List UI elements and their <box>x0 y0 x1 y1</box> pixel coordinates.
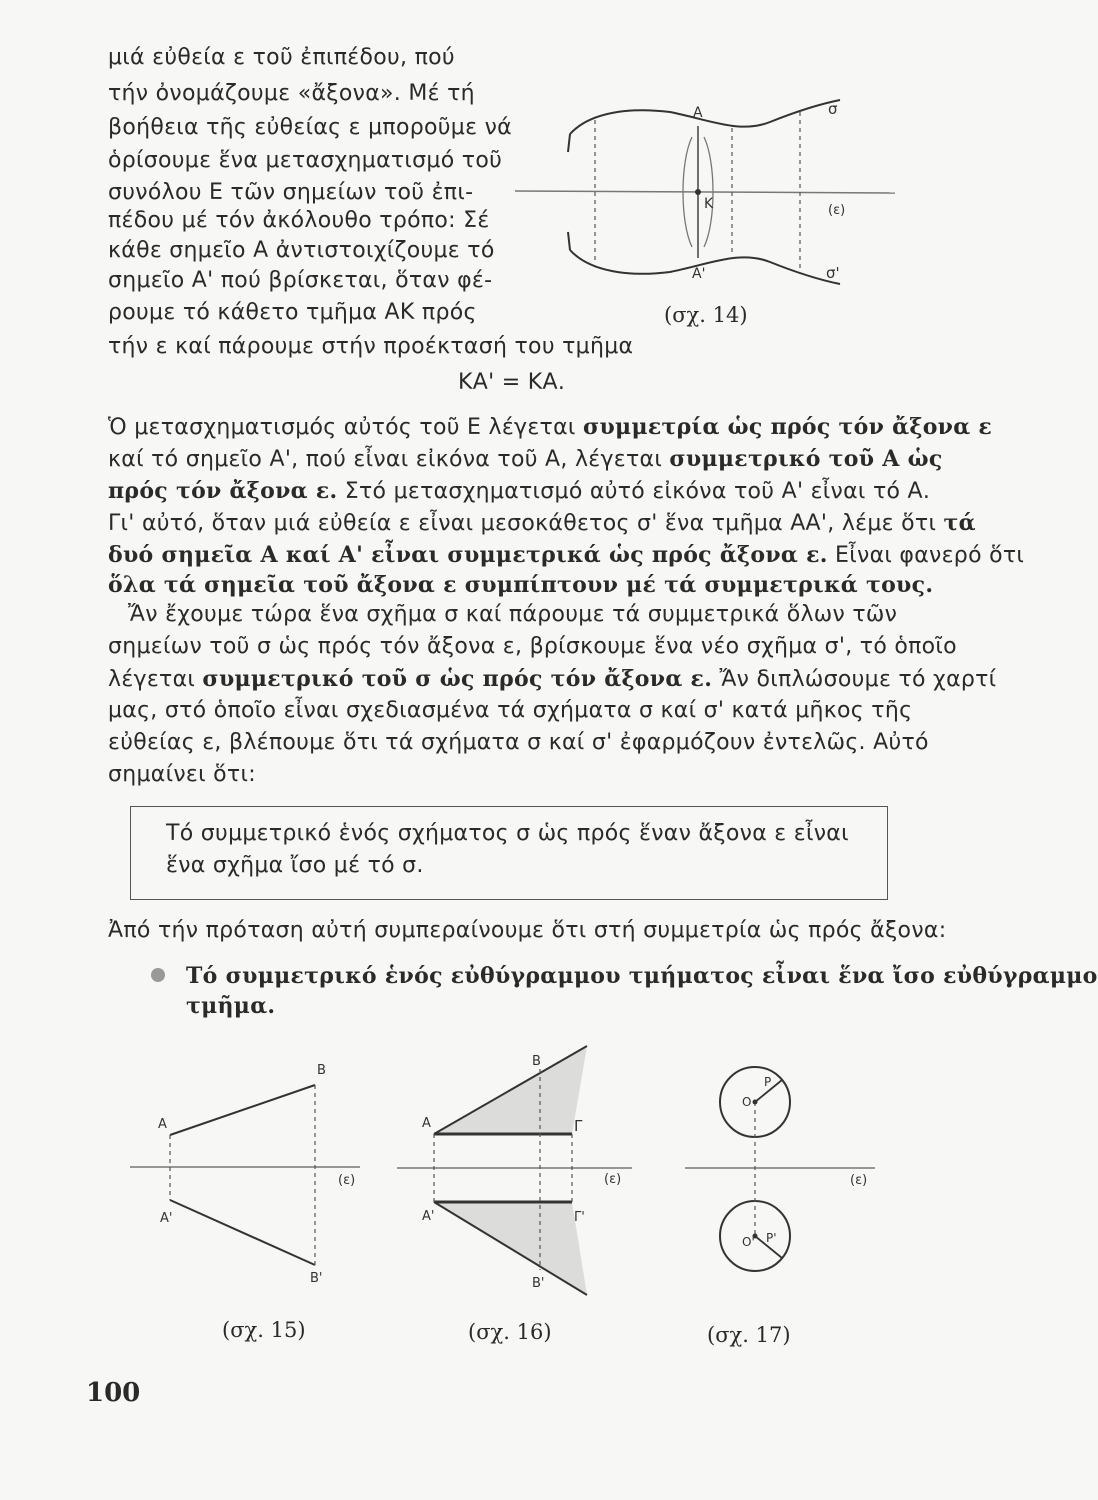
fig17-label-O: O <box>742 1095 752 1109</box>
para2-text: Ἄν διπλώσουμε τό χαρτί <box>712 667 997 692</box>
fig14-caption: (σχ. 14) <box>664 303 748 327</box>
fig16-caption: (σχ. 16) <box>468 1320 552 1344</box>
fig14-label-A-prime: A' <box>692 266 706 282</box>
formula: ΚΑ' = ΚΑ. <box>458 370 566 395</box>
fig16-label-B-prime: B' <box>532 1276 545 1291</box>
intro-line-1: μιά εὐθεία ε τοῦ ἐπιπέδου, πού <box>108 45 455 70</box>
figure-15 <box>120 1050 380 1300</box>
fig15-label-B-prime: B' <box>310 1271 323 1286</box>
fig14-label-sigma: σ <box>828 100 838 118</box>
para2-line-2: σημείων τοῦ σ ὡς πρός τόν ἄξονα ε, βρίσκουμε ἕνα νέο σχῆμα σ', τό ὁποῖο <box>108 634 957 659</box>
intro-line-8: σημεῖο Α' πού βρίσκεται, ὅταν φέ- <box>108 268 493 293</box>
para2-line-3 <box>108 664 996 695</box>
fig15-label-A: A <box>158 1117 167 1132</box>
intro-line-9: ρουμε τό κάθετο τμῆμα ΑΚ πρός <box>108 300 477 325</box>
intro-line-2: τήν ὀνομάζουμε «ἄξονα». Μέ τή <box>108 81 475 106</box>
figure-14 <box>510 92 900 332</box>
para1-line-1 <box>108 412 992 443</box>
theorem-line-1: Τό συμμετρικό ἑνός σχήματος σ ὡς πρός ἕναν ἄξονα ε εἶναι <box>166 821 849 846</box>
para2-text: λέγεται <box>108 667 203 692</box>
bullet-text: τμῆμα. <box>186 993 276 1019</box>
para1-text: καί τό σημεῖο Α', πού εἶναι εἰκόνα τοῦ Α, λέγεται <box>108 447 670 472</box>
intro-line-7: κάθε σημεῖο Α ἀντιστοιχίζουμε τό <box>108 238 495 263</box>
fig17-label-P: P <box>764 1075 772 1089</box>
fig15-label-B: B <box>317 1063 326 1078</box>
para1-line-2 <box>108 444 943 475</box>
fig14-label-A: A <box>693 105 703 121</box>
figure-16 <box>392 1045 642 1300</box>
fig14-axis <box>515 191 895 193</box>
para1-term-two-points: δυό σημεῖα Α καί Α' εἶναι συμμετρικά ὡς πρός ἄξονα ε. <box>108 542 828 568</box>
fig16-label-A-prime: A' <box>422 1209 435 1224</box>
fig17-label-axis: (ε) <box>850 1173 868 1188</box>
para2-line-1: Ἄν ἔχουμε τώρα ἕνα σχῆμα σ καί πάρουμε τά συμμετρικά ὅλων τῶν <box>128 602 898 627</box>
para1-term-axial-symmetry: συμμετρία ὡς πρός τόν ἄξονα ε <box>582 414 993 440</box>
fig15-label-axis: (ε) <box>338 1173 356 1188</box>
fig14-label-K: K <box>704 196 714 212</box>
bullet-line-1 <box>186 961 1098 992</box>
para2-line-6: σημαίνει ὅτι: <box>108 762 256 787</box>
para2-line-5: εὐθείας ε, βλέπουμε ὅτι τά σχήματα σ καί σ' ἐφαρμόζουν ἐντελῶς. Αὐτό <box>108 730 929 755</box>
intro-line-5: συνόλου Ε τῶν σημείων τοῦ ἐπι- <box>108 180 474 205</box>
fig17-caption: (σχ. 17) <box>707 1323 791 1347</box>
bullet-line-2 <box>186 991 275 1022</box>
para1-line-3 <box>108 476 930 507</box>
fig15-segment-AB <box>170 1085 315 1135</box>
para1-text: Στό μετασχηματισμό αὐτό εἰκόνα τοῦ Α' εἶναι τό Α. <box>337 479 931 504</box>
fig17-label-O-prime: O' <box>742 1235 755 1249</box>
para1-term-fixed-points: ὅλα τά σημεῖα τοῦ ἄξονα ε συμπίπτουν μέ τά συμμετρικά τους. <box>108 572 934 598</box>
page-number: 100 <box>86 1378 141 1408</box>
para1-term-symmetric: συμμετρικό τοῦ Α ὡς <box>669 446 943 472</box>
para1-text: Γι' αὐτό, ὅταν μιά εὐθεία ε εἶναι μεσοκάθετος σ' ἕνα τμῆμα ΑΑ', λέμε ὅτι <box>108 511 944 536</box>
fig17-label-P-prime: P' <box>766 1231 777 1245</box>
bullet-text: Τό συμμετρικό ἑνός εὐθύγραμμου τμήματος εἶναι ἕνα ἴσο εὐθύγραμμο <box>186 963 1098 989</box>
intro-line-4: ὁρίσουμε ἕνα μετασχηματισμό τοῦ <box>108 148 503 173</box>
theorem-box <box>130 806 888 900</box>
fig16-label-axis: (ε) <box>604 1172 622 1187</box>
para1-text: Εἶναι φανερό ὅτι <box>827 543 1025 568</box>
para1-text: Ὁ μετασχηματισμός αὐτός τοῦ Ε λέγεται <box>108 415 583 440</box>
intro-line-6: πέδου μέ τόν ἀκόλουθο τρόπο: Σέ <box>108 208 490 233</box>
para1-line-4 <box>108 508 976 539</box>
para1-term-axis: πρός τόν ἄξονα ε. <box>108 478 338 504</box>
fig16-label-G: Γ <box>574 1117 583 1135</box>
fig15-label-A-prime: A' <box>160 1211 173 1226</box>
fig15-segment-A-prime-B-prime <box>170 1200 315 1265</box>
fig16-label-A: A <box>422 1116 431 1131</box>
para1-term-ta: τά <box>943 510 976 536</box>
fig16-label-G-prime: Γ' <box>574 1210 585 1225</box>
para1-line-6 <box>108 570 933 601</box>
fig14-label-axis: (ε) <box>828 203 846 218</box>
conclusion-line: Ἀπό τήν πρόταση αὐτή συμπεραίνουμε ὅτι στή συμμετρία ὡς πρός ἄξονα: <box>108 918 947 943</box>
para2-term-symmetric-shape: συμμετρικό τοῦ σ ὡς πρός τόν ἄξονα ε. <box>202 666 713 692</box>
fig14-label-sigma-prime: σ' <box>826 264 840 282</box>
bullet-dot-icon <box>151 968 165 982</box>
theorem-line-2: ἕνα σχῆμα ἴσο μέ τό σ. <box>166 853 424 878</box>
figure-17 <box>680 1060 880 1300</box>
intro-line-10: τήν ε καί πάρουμε στήν προέκτασή του τμῆμα <box>108 334 634 359</box>
intro-line-3: βοήθεια τῆς εὐθείας ε μποροῦμε νά <box>108 115 512 140</box>
fig16-label-B: B <box>532 1054 541 1069</box>
fig15-caption: (σχ. 15) <box>222 1318 306 1342</box>
para2-line-4: μας, στό ὁποῖο εἶναι σχεδιασμένα τά σχήματα σ καί σ' κατά μῆκος τῆς <box>108 698 913 723</box>
para1-line-5 <box>108 540 1024 571</box>
